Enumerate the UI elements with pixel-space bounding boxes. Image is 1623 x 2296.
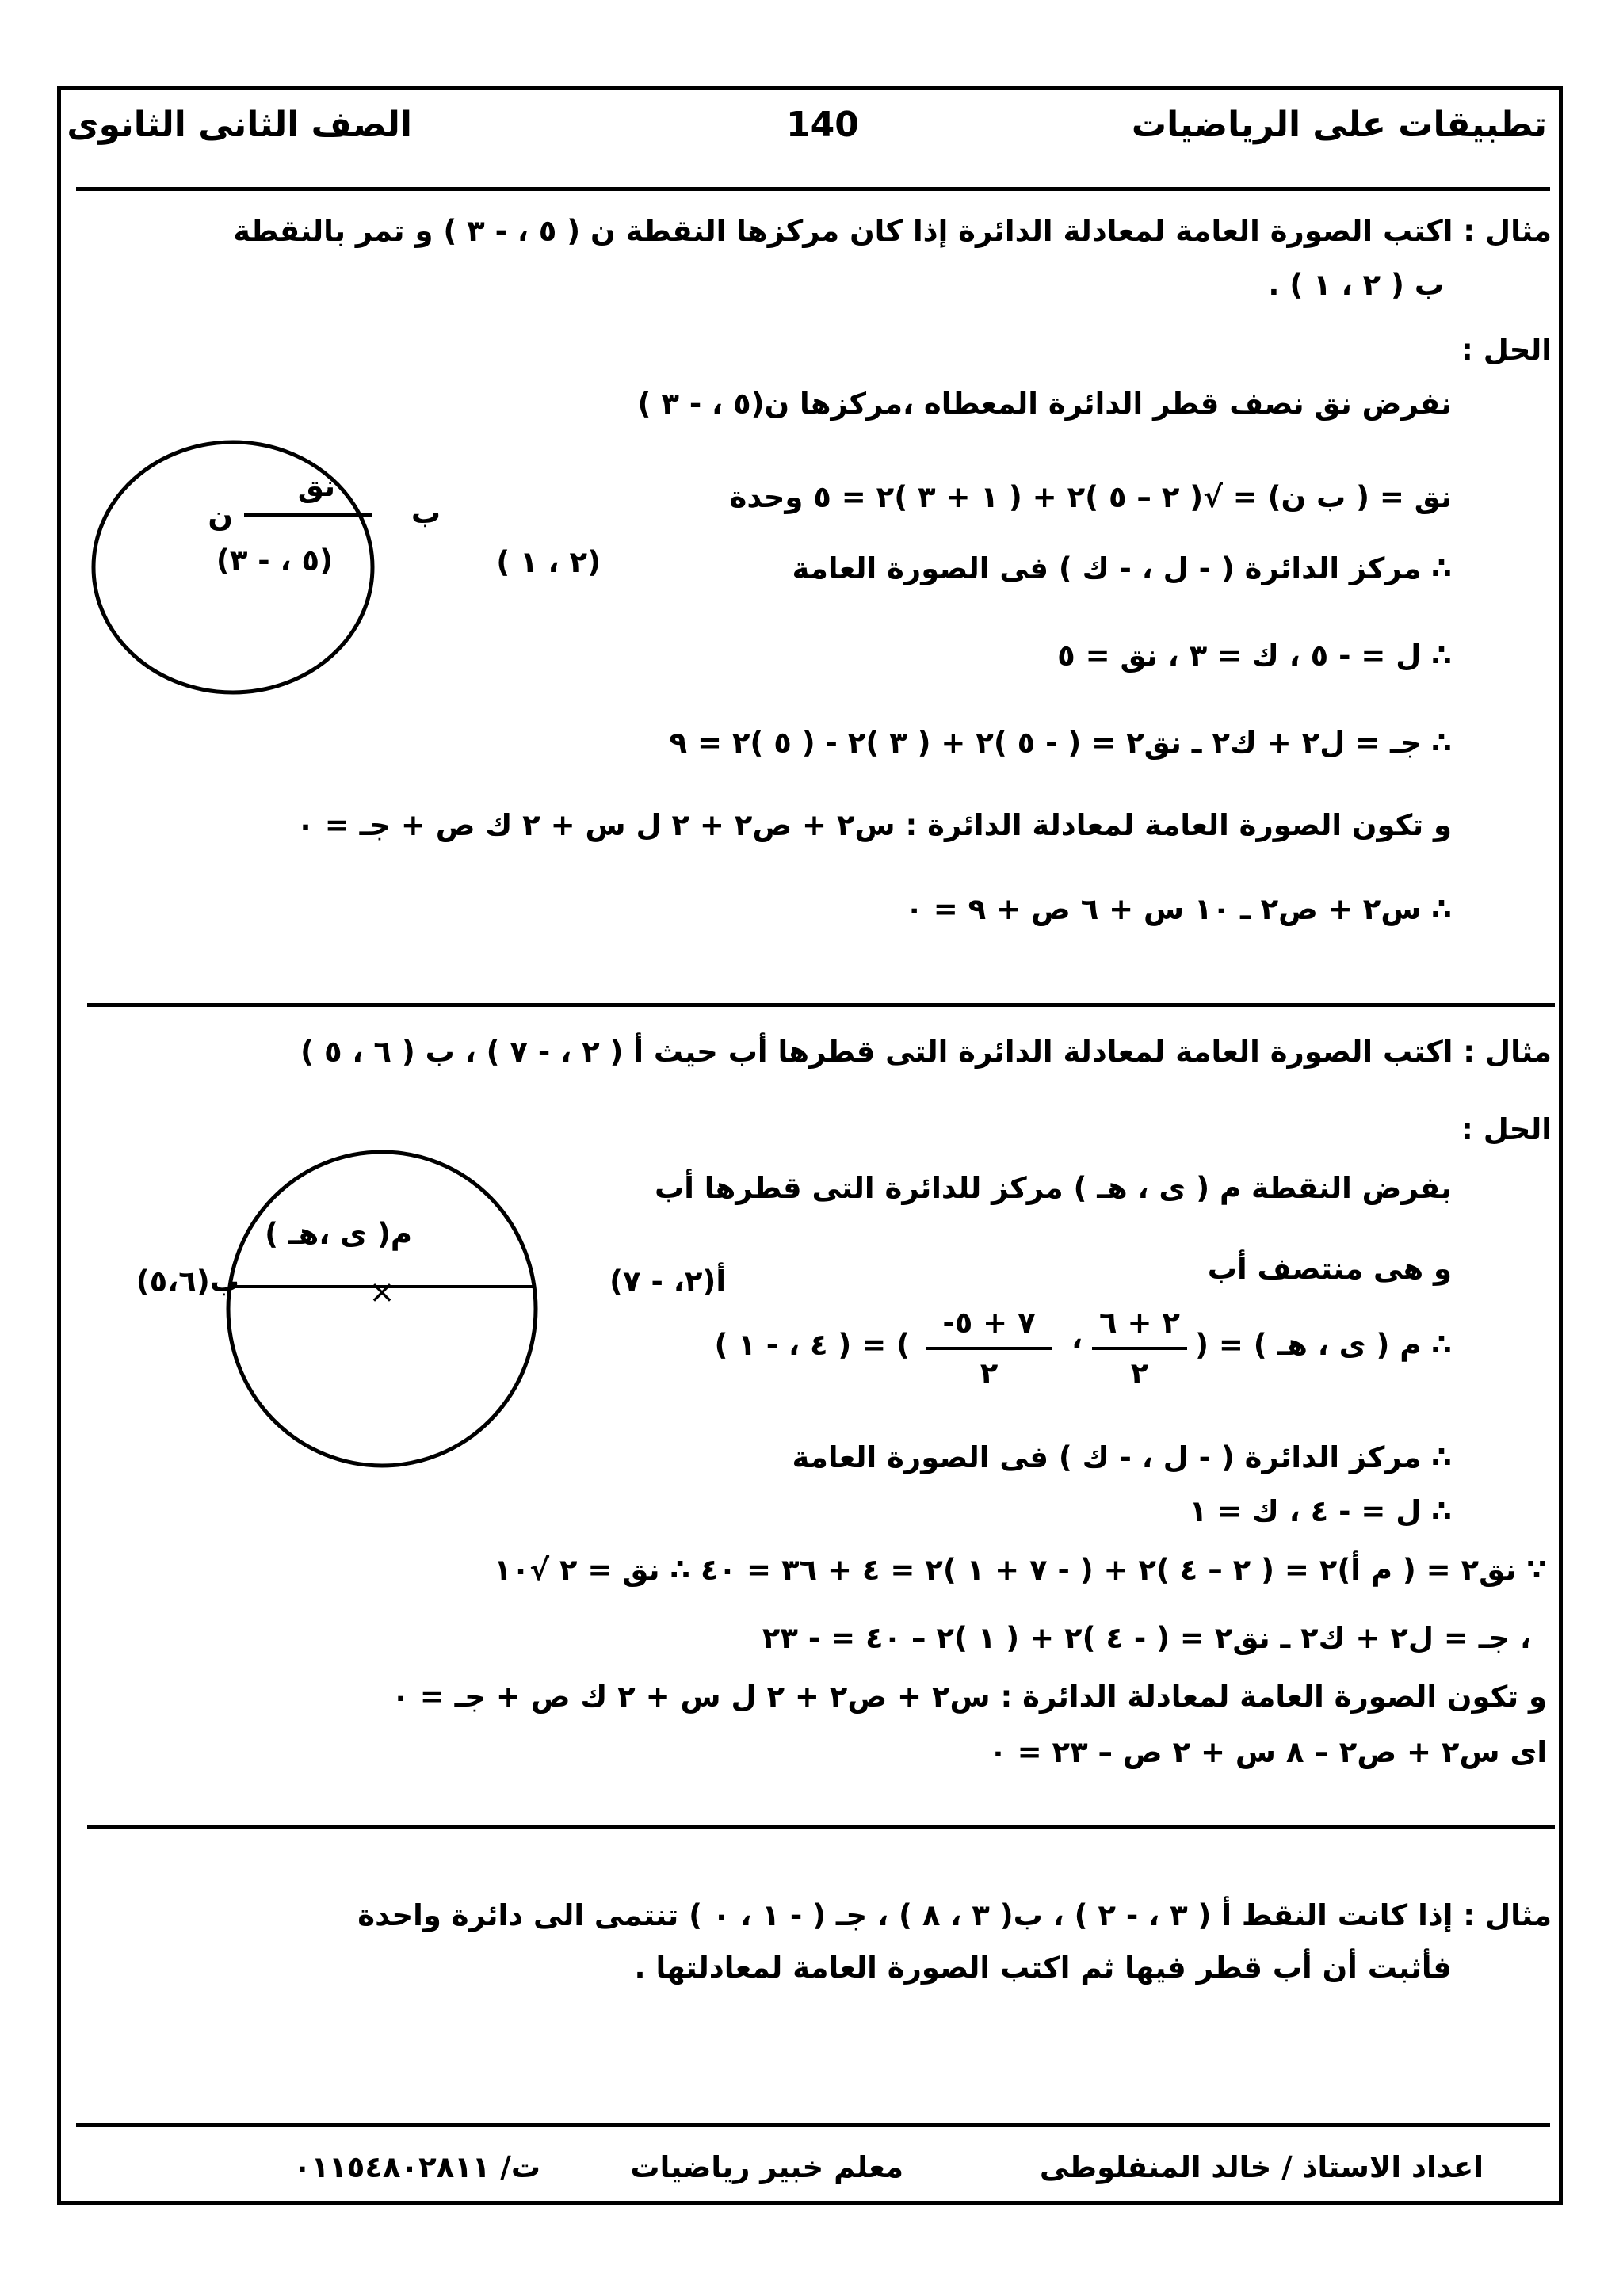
example1-point-coords: (٢ ، ١ ) [496,545,601,579]
book-title: تطبيقات على الرياضيات [1131,105,1547,145]
example2-center-label: م( ى ،هـ ) [265,1217,412,1251]
example1-step6: و تكون الصورة العامة لمعادلة الدائرة : س٢ + ص٢ + ٢ ل س + ٢ ك ص + جـ = ٠ [296,808,1452,842]
example2-step7: ، جـ = ل٢ + ك٢ ـ نق٢ = ( - ٤ )٢ + ( ١ )٢ – ٤٠ = - ٢٣ [762,1621,1531,1655]
example2-question-line1: مثال : اكتب الصورة العامة لمعادلة الدائرة التى قطرها أب حيث أ ( ٢ ، - ٧ ) ، ب ( ٦ ، ٥ ) [300,1035,1552,1069]
example2-step3-right: ) = ( ٤ ، - ١ ) [714,1328,910,1362]
example1-point-label: ب [411,496,441,530]
example2-step8: و تكون الصورة العامة لمعادلة الدائرة : س٢ + ص٢ + ٢ ل س + ٢ ك ص + جـ = ٠ [391,1680,1547,1714]
example1-center-label: ن [208,499,233,533]
example2-fraction1-numerator: ٢ + ٦ [1099,1306,1180,1340]
example2-center-mark: × [369,1274,395,1310]
example2-step9: اى س٢ + ص٢ – ٨ س + ٢ ص – ٢٣ = ٠ [989,1735,1547,1769]
example2-solution-label: الحل : [1461,1112,1552,1146]
footer-divider [76,2123,1550,2127]
example1-radius-label: نق [297,469,335,503]
example2-fraction1-denominator: ٢ [1130,1356,1149,1390]
example1-question-line2: ب ( ٢ ، ١ ) . [1268,268,1444,302]
example1-center-coords: (٥ ، - ٣) [216,543,333,578]
example2-step1: بفرض النقطة م ( ى ، هـ ) مركز للدائرة التى قطرها أب [655,1171,1452,1205]
example2-point-a: أ(٢، - ٧) [609,1264,726,1299]
example1-step5: ∴ جـ = ل٢ + ك٢ ـ نق٢ = ( - ٥ )٢ + ( ٣ )٢ - ( ٥ )٢ = ٩ [669,726,1452,760]
example1-solution-label: الحل : [1461,333,1552,367]
example3-question-line1: مثال : إذا كانت النقط أ ( ٣ ، - ٢ ) ، ب( ٣ ، ٨ ) ، جـ ( - ١ ، ٠ ) تنتمى الى دائرة واحدة [357,1898,1552,1932]
footer-title: معلم خبير رياضيات [630,2150,903,2184]
example1-step7: ∴ س٢ + ص٢ ـ ١٠ س + ٦ ص + ٩ = ٠ [905,892,1452,926]
example1-step2: نق = ( ب ن) = √( ٢ – ٥ )٢ + ( ١ + ٣ )٢ = ٥ وحدة [729,480,1452,514]
example2-fraction2-numerator: -٧ + ٥ [942,1306,1036,1340]
grade-label: الصف الثانى الثانوى [67,105,412,145]
page-number: 140 [786,105,859,145]
example2-step3-left: ∴ م ( ى ، هـ ) = ( [1195,1328,1452,1362]
example2-step2: و هى منتصف أب [1207,1252,1452,1286]
example2-fraction2-denominator: ٢ [980,1356,999,1390]
example2-step4: ∴ مركز الدائرة ( - ل ، - ك ) فى الصورة العامة [792,1440,1452,1474]
example2-fraction-separator: ، [1071,1322,1083,1356]
section-divider-2 [87,1825,1555,1829]
example1-step1: نفرض نق نصف قطر الدائرة المعطاه ،مركزها ن(٥ ، - ٣ ) [637,387,1452,421]
example3-question-line2: فأثبت أن أب قطر فيها ثم اكتب الصورة العامة لمعادلتها . [634,1951,1452,1985]
example1-step3: ∴ مركز الدائرة ( - ل ، - ك ) فى الصورة العامة [792,551,1452,585]
example2-step6: ∵ نق٢ = ( م أ)٢ = ( ٢ – ٤ )٢ + ( - ٧ + ١ )٢ = ٤ + ٣٦ = ٤٠ ∴ نق = ٢ √١٠ [494,1553,1547,1587]
example2-point-b: ب(٥،٦) [136,1264,239,1299]
example1-step4: ∴ ل = - ٥ ، ك = ٣ ، نق = ٥ [1057,639,1452,673]
footer-phone: ت/ ٠١١٥٤٨٠٢٨١١ [293,2150,540,2184]
example2-step5: ∴ ل = - ٤ ، ك = ١ [1189,1494,1452,1528]
example1-question-line1: مثال : اكتب الصورة العامة لمعادلة الدائرة إذا كان مركزها النقطة ن ( ٥ ، - ٣ ) و تمر بالنقطة [233,214,1552,248]
footer-author: اعداد الاستاذ / خالد المنفلوطى [1039,2150,1484,2184]
